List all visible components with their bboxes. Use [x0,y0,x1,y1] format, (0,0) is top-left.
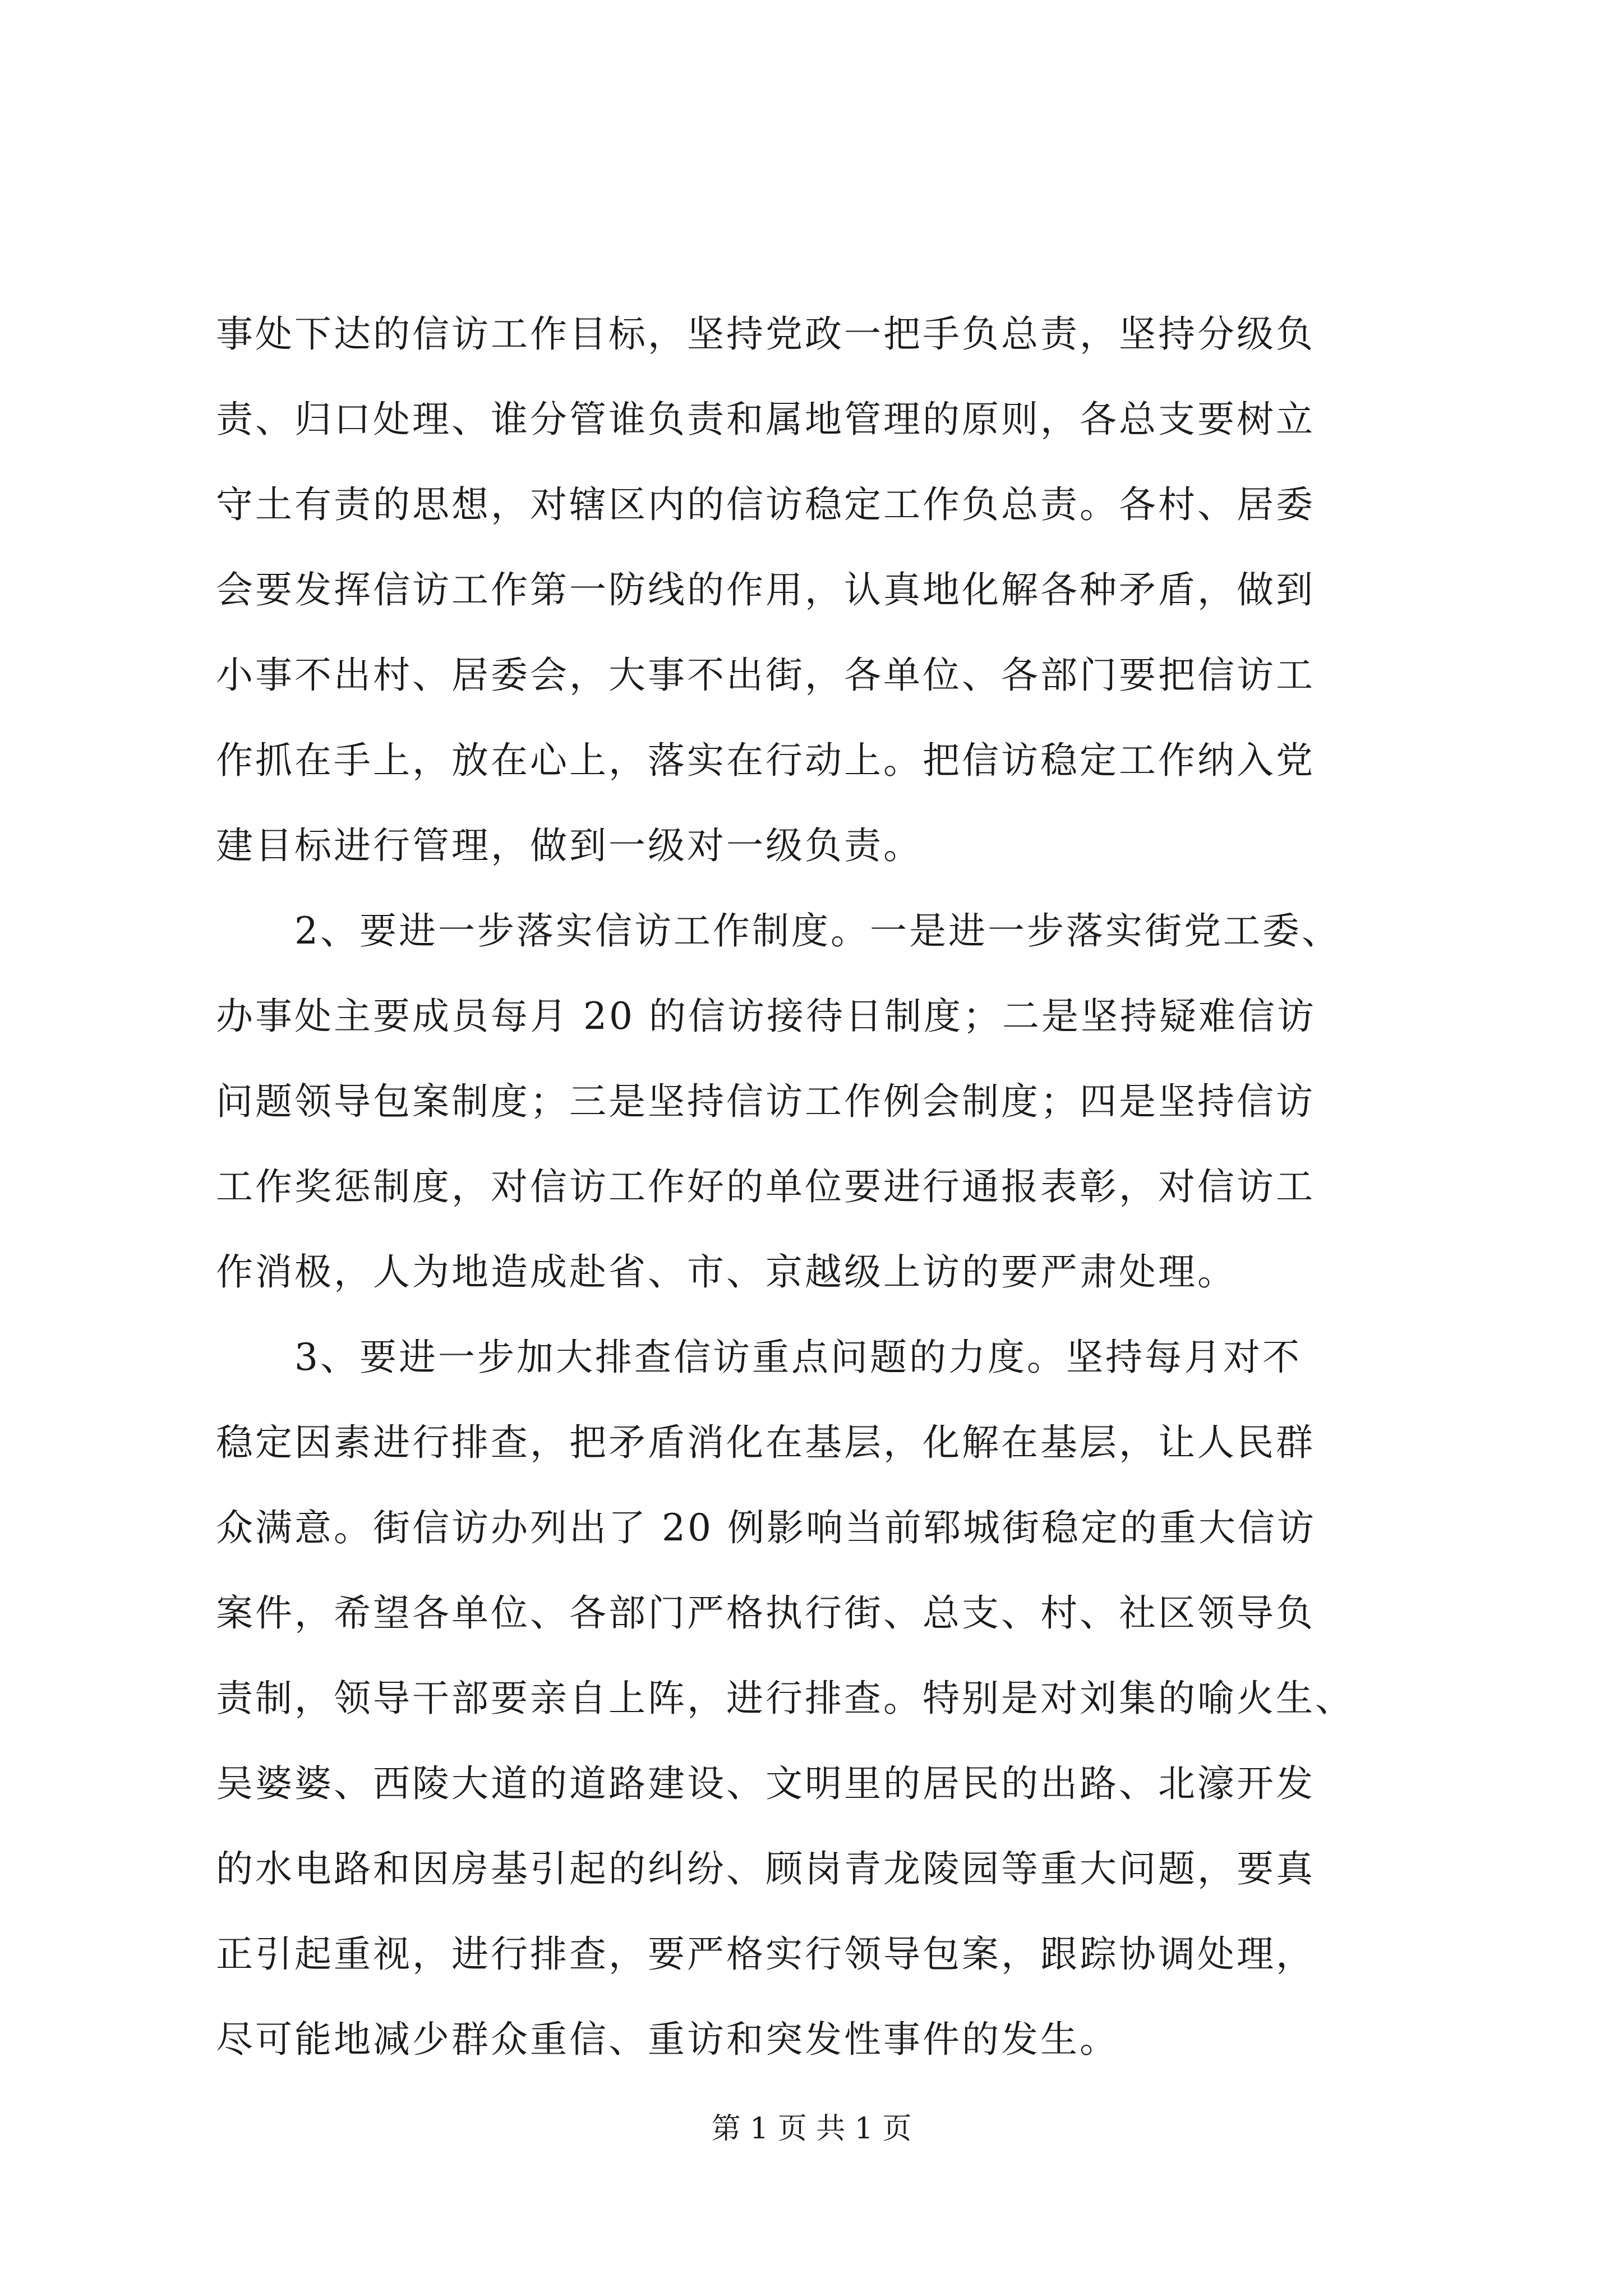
text-line: 作抓在手上，放在心上，落实在行动上。把信访稳定工作纳入党 [216,739,1315,782]
text-line: 责、归口处理、谁分管谁负责和属地管理的原则，各总支要树立 [216,398,1315,441]
text-line: 问题领导包案制度；三是坚持信访工作例会制度；四是坚持信访 [216,1080,1315,1123]
text-line: 事处下达的信访工作目标，坚持党政一把手负总责，坚持分级负 [216,312,1315,356]
text-line: 案件，希望各单位、各部门严格执行街、总支、村、社区领导负 [216,1591,1315,1635]
text-line: 工作奖惩制度，对信访工作好的单位要进行通报表彰，对信访工 [216,1165,1315,1208]
text-line: 建目标进行管理，做到一级对一级负责。 [216,824,923,867]
text-line: 作消极，人为地造成赴省、市、京越级上访的要严肃处理。 [216,1250,1237,1294]
text-line: 会要发挥信访工作第一防线的作用，认真地化解各种矛盾，做到 [216,568,1315,611]
text-line: 守土有责的思想，对辖区内的信访稳定工作负总责。各村、居委 [216,483,1315,526]
page-footer: 第 1 页 共 1 页 [711,2112,912,2146]
text-line: 吴婆婆、西陵大道的道路建设、文明里的居民的出路、北濠开发 [216,1762,1315,1805]
text-line: 责制，领导干部要亲自上阵，进行排查。特别是对刘集的喻火生、 [216,1677,1354,1720]
text-line: 正引起重视，进行排查，要严格实行领导包案，跟踪协调处理， [216,1932,1315,1976]
text-line: 2、要进一步落实信访工作制度。一是进一步落实街党工委、 [216,909,1341,953]
text-line: 的水电路和因房基引起的纠纷、顾岗青龙陵园等重大问题，要真 [216,1847,1315,1890]
text-line: 尽可能地减少群众重信、重访和突发性事件的发生。 [216,2018,1119,2061]
text-line: 众满意。街信访办列出了 20 例影响当前郓城街稳定的重大信访 [216,1506,1316,1549]
text-line: 3、要进一步加大排查信访重点问题的力度。坚持每月对不 [216,1336,1302,1379]
text-line: 办事处主要成员每月 20 的信访接待日制度；二是坚持疑难信访 [216,995,1316,1038]
text-line: 稳定因素进行排查，把矛盾消化在基层，化解在基层，让人民群 [216,1421,1315,1464]
body-text [216,292,1416,2082]
text-line: 小事不出村、居委会，大事不出街，各单位、各部门要把信访工 [216,654,1315,697]
